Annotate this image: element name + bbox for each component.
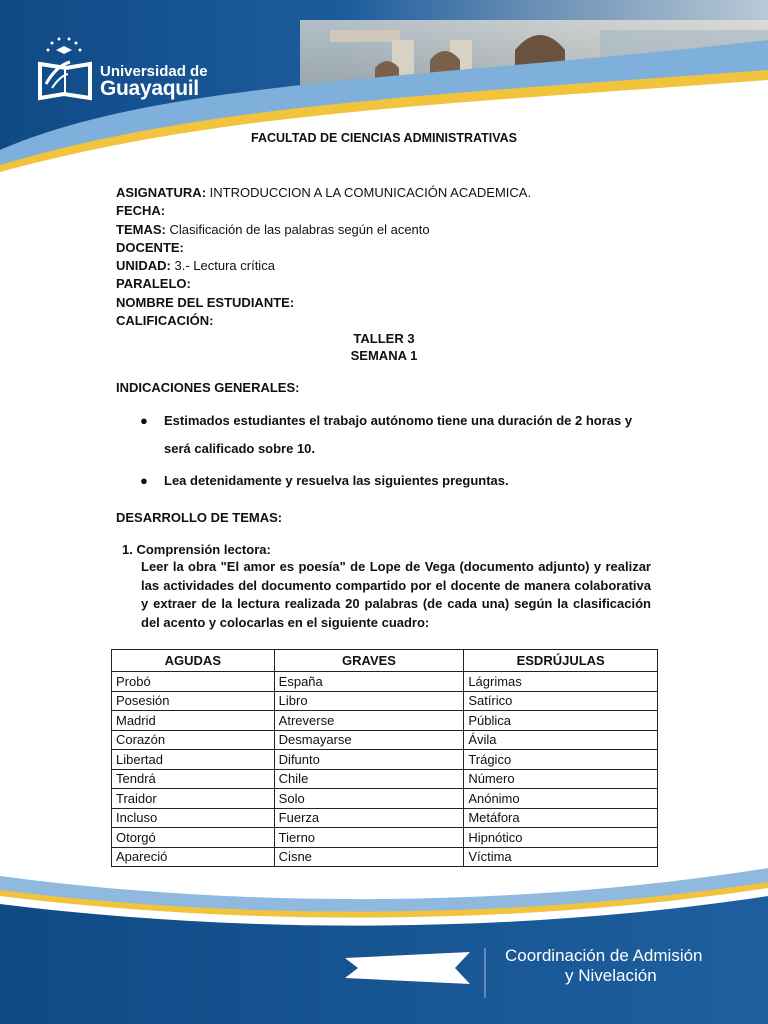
table-cell: Fuerza xyxy=(274,808,464,828)
unidad-row xyxy=(116,257,531,275)
table-cell: Madrid xyxy=(112,711,275,731)
logo-text-line2: Guayaquil xyxy=(100,77,199,100)
table-cell: Hipnótico xyxy=(464,828,658,848)
table-cell: Satírico xyxy=(464,691,658,711)
table-cell: Apareció xyxy=(112,847,275,867)
paralelo-label: PARALELO: xyxy=(116,276,191,292)
header-esdrujulas: ESDRÚJULAS xyxy=(464,650,658,672)
table-cell: Víctima xyxy=(464,847,658,867)
table-cell: Libertad xyxy=(112,750,275,770)
calificacion-row xyxy=(116,312,531,330)
unidad-value: 3.- Lectura crítica xyxy=(170,258,275,274)
bullet2-text: Lea detenidamente y resuelva las siguientes preguntas. xyxy=(164,473,509,488)
table-row xyxy=(112,769,658,789)
table-row xyxy=(112,730,658,750)
bullet-dot-icon: ● xyxy=(140,413,148,428)
table-cell: Tendrá xyxy=(112,769,275,789)
item1-heading: 1. Comprensión lectora: xyxy=(122,542,271,557)
coordination-title xyxy=(505,946,703,986)
fecha-label: FECHA: xyxy=(116,203,166,219)
table-row xyxy=(112,847,658,867)
table-cell: Difunto xyxy=(274,750,464,770)
temas-row xyxy=(116,221,531,239)
item1-paragraph: Leer la obra "El amor es poesía" de Lope de Vega (documento adjunto) y realizar las actividades del documento compartido por el docente de manera colaborativa y extraer de la lectura realizada 20 palabras (de cada una) según la clasificación del acento y colocarlas en el siguiente cuadro: xyxy=(141,559,651,630)
table-row xyxy=(112,711,658,731)
table-cell: Posesión xyxy=(112,691,275,711)
temas-label: TEMAS: xyxy=(116,221,166,237)
header-graves: GRAVES xyxy=(274,650,464,672)
header-agudas: AGUDAS xyxy=(112,650,275,672)
table-cell: Cisne xyxy=(274,847,464,867)
info-block xyxy=(116,184,531,330)
asignatura-row xyxy=(116,184,531,202)
table-row xyxy=(112,808,658,828)
header-banner xyxy=(0,0,768,185)
table-cell: Incluso xyxy=(112,808,275,828)
table-cell: Desmayarse xyxy=(274,730,464,750)
bullet1-line2: será calificado sobre 10. xyxy=(164,441,316,456)
table-row xyxy=(112,789,658,809)
docente-label: DOCENTE: xyxy=(116,239,184,255)
table-cell: Pública xyxy=(464,711,658,731)
taller-heading xyxy=(0,330,768,364)
taller-line2: SEMANA 1 xyxy=(350,348,418,363)
table-cell: Libro xyxy=(274,691,464,711)
open-book-logo-icon xyxy=(36,54,94,102)
table-cell: Lágrimas xyxy=(464,672,658,692)
docente-row xyxy=(116,239,531,257)
bullet1-line1: Estimados estudiantes el trabajo autónomo tiene una duración de 2 horas y xyxy=(164,413,633,428)
table-cell: Trágico xyxy=(464,750,658,770)
faculty-title: FACULTAD DE CIENCIAS ADMINISTRATIVAS xyxy=(251,131,517,145)
nombre-label: NOMBRE DEL ESTUDIANTE: xyxy=(116,294,295,310)
table-row xyxy=(112,691,658,711)
table-row xyxy=(112,750,658,770)
list-item xyxy=(140,467,660,495)
table-row xyxy=(112,672,658,692)
taller-line1: TALLER 3 xyxy=(353,331,415,346)
table-cell: Probó xyxy=(112,672,275,692)
table-cell: Tierno xyxy=(274,828,464,848)
indicaciones-title: INDICACIONES GENERALES: xyxy=(116,380,300,395)
table-cell: Traidor xyxy=(112,789,275,809)
table-cell: España xyxy=(274,672,464,692)
indicaciones-list xyxy=(140,407,660,495)
table-cell: Atreverse xyxy=(274,711,464,731)
asignatura-value: INTRODUCCION A LA COMUNICACIÓN ACADEMICA. xyxy=(206,185,532,200)
table-cell: Corazón xyxy=(112,730,275,750)
table-cell: Número xyxy=(464,769,658,789)
table-row xyxy=(112,828,658,848)
table-cell: Chile xyxy=(274,769,464,789)
list-item xyxy=(140,407,660,463)
stars-cap-icon xyxy=(44,36,84,58)
table-cell: Anónimo xyxy=(464,789,658,809)
fecha-row xyxy=(116,202,531,220)
table-cell: Solo xyxy=(274,789,464,809)
bullet-dot-icon: ● xyxy=(140,473,148,488)
paralelo-row xyxy=(116,275,531,293)
coordination-line1: Coordinación de Admisión xyxy=(505,946,703,965)
university-logo xyxy=(36,36,236,106)
desarrollo-title: DESARROLLO DE TEMAS: xyxy=(116,510,283,525)
table-header-row xyxy=(112,650,658,672)
calificacion-label: CALIFICACIÓN: xyxy=(116,313,214,329)
coordination-line2: y Nivelación xyxy=(565,966,657,985)
words-table xyxy=(111,649,658,867)
nombre-row xyxy=(116,294,531,312)
table-cell: Ávila xyxy=(464,730,658,750)
table-cell: Otorgó xyxy=(112,828,275,848)
logo-text-line1: Universidad de xyxy=(100,63,208,80)
asignatura-label: ASIGNATURA: xyxy=(116,185,207,200)
table-cell: Metáfora xyxy=(464,808,658,828)
temas-value: Clasificación de las palabras según el acento xyxy=(165,221,430,237)
unidad-label: UNIDAD: xyxy=(116,258,171,274)
